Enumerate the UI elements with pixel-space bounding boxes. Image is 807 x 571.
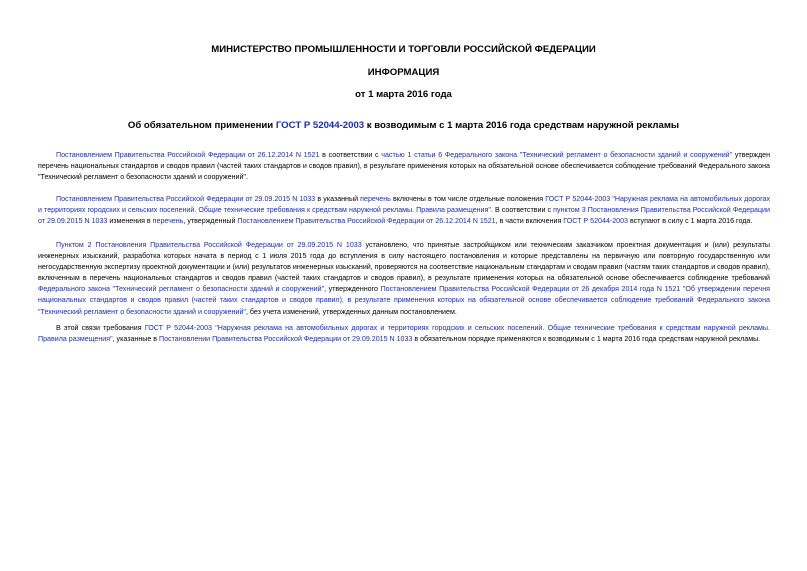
paragraph-text: , указанные в bbox=[112, 335, 160, 344]
document-link[interactable]: ГОСТ Р 52044-2003 "Наружная реклама на автомобильных дорогах и территориях городских и сельских поселений. Общие технические требования к средствам наружной рекламы. Правила размещения" bbox=[38, 195, 771, 215]
paragraph-text: в соответствии с bbox=[319, 151, 382, 159]
paragraph-text: , утвержденный bbox=[183, 217, 238, 226]
ministry-heading: МИНИСТЕРСТВО ПРОМЫШЛЕННОСТИ И ТОРГОВЛИ РОССИЙСКОЙ ФЕДЕРАЦИИ bbox=[211, 44, 596, 55]
paragraph-text: , без учета изменений, утвержденных данным постановлением. bbox=[245, 307, 457, 316]
paragraph-text: , утвержденного bbox=[324, 285, 381, 294]
document-date: от 1 марта 2016 года bbox=[355, 89, 452, 100]
paragraph-text: изменения в bbox=[107, 217, 153, 226]
paragraph-text: В этой связи требования bbox=[56, 324, 145, 332]
document-link[interactable]: ГОСТ Р 52044-2003 bbox=[563, 217, 628, 226]
paragraph-4 bbox=[38, 323, 770, 345]
document-title bbox=[0, 120, 807, 132]
document-link[interactable]: ГОСТ Р 52044-2003 "Наружная реклама на автомобильных дорогах и территориях городских и сельских поселений. Общие технические требования к средствам наружной рекламы. Правила размещения" bbox=[38, 324, 770, 344]
document-link[interactable]: Постановлением Правительства Российской Федерации от 26 декабря 2014 года N 1521 "Об утверждении перечня национальных стандартов и сводов правил (частей таких стандартов и сводов правил), в результате применения которых на обязательной основе обеспечивается соблюдение требований Федерального закона "Технический регламент о безопасности зданий и сооружений" bbox=[38, 285, 770, 316]
document-link[interactable]: перечень bbox=[152, 217, 184, 226]
paragraph-text: вступают в силу с 1 марта 2016 года. bbox=[628, 217, 753, 226]
document-type: ИНФОРМАЦИЯ bbox=[367, 67, 440, 78]
document-link[interactable]: Федерального закона "Технический регламент о безопасности зданий и сооружений" bbox=[38, 285, 325, 294]
title-text-after: к возводимым с 1 марта 2016 года средствам наружной рекламы bbox=[364, 120, 680, 131]
paragraph-text: утвержден перечень национальных стандартов и сводов правил (частей таких стандартов и сводов правил), в результате применения которых на обязательной основе обеспечивается соблюдение требований Федерального закона "Технический регламент о безопасности зданий и сооружений". bbox=[38, 151, 770, 182]
paragraph-text: включены в том числе отдельные положения bbox=[390, 195, 546, 203]
document-link[interactable]: частью 1 статьи 6 Федерального закона "Технический регламент о безопасности зданий и сооружений" bbox=[381, 151, 733, 159]
title-gost-link[interactable]: ГОСТ Р 52044-2003 bbox=[275, 120, 365, 131]
document-link[interactable]: Пунктом 2 Постановления Правительства Российской Федерации от 29.09.2015 N 1033 bbox=[56, 241, 362, 249]
paragraph-3 bbox=[38, 240, 770, 318]
document-link[interactable]: Постановлением Правительства Российской Федерации от 26.12.2014 N 1521 bbox=[237, 217, 496, 226]
paragraph-text: , в части включения bbox=[495, 217, 564, 226]
document-link[interactable]: Постановлением Правительства Российской Федерации от 26.12.2014 N 1521 bbox=[56, 151, 320, 159]
paragraph-text: установлено, что принятые застройщиком или техническим заказчиком проектная документация и (или) результаты инженерных изысканий, разработка которых начата в период с 1 июля 2015 года до вступления в силу настоящего постановления и которые представлены на первичную или повторную государственную или негосударственную экспертизу проектной документации и (или) результатов инженерных изысканий, проверяются на соответствие национальным стандартам и сводам правил (частям таких стандартов и сводов правил), включенным в перечень национальных стандартов и сводов правил (частей таких стандартов и сводов правил), в результате применения которых на обязательной основе обеспечивается соблюдение требований bbox=[38, 241, 770, 283]
paragraph-text: в указанный bbox=[315, 195, 361, 203]
document-link[interactable]: перечень bbox=[360, 195, 391, 203]
document-link[interactable]: пунктом 3 Постановления Правительства Российской Федерации от 29.09.2015 N 1033 bbox=[38, 206, 770, 226]
paragraph-text: в обязательном порядке применяются к возводимым с 1 марта 2016 года средствам наружной рекламы. bbox=[412, 335, 761, 344]
paragraph-text: . В соответствии с bbox=[490, 206, 554, 215]
document-link[interactable]: Постановлении Правительства Российской Федерации от 29.09.2015 N 1033 bbox=[159, 335, 413, 344]
paragraph-1 bbox=[38, 150, 770, 183]
paragraph-2 bbox=[38, 194, 770, 227]
document-link[interactable]: Постановлением Правительства Российской Федерации от 29.09.2015 N 1033 bbox=[56, 195, 316, 203]
title-text-before: Об обязательном применении bbox=[127, 120, 276, 131]
